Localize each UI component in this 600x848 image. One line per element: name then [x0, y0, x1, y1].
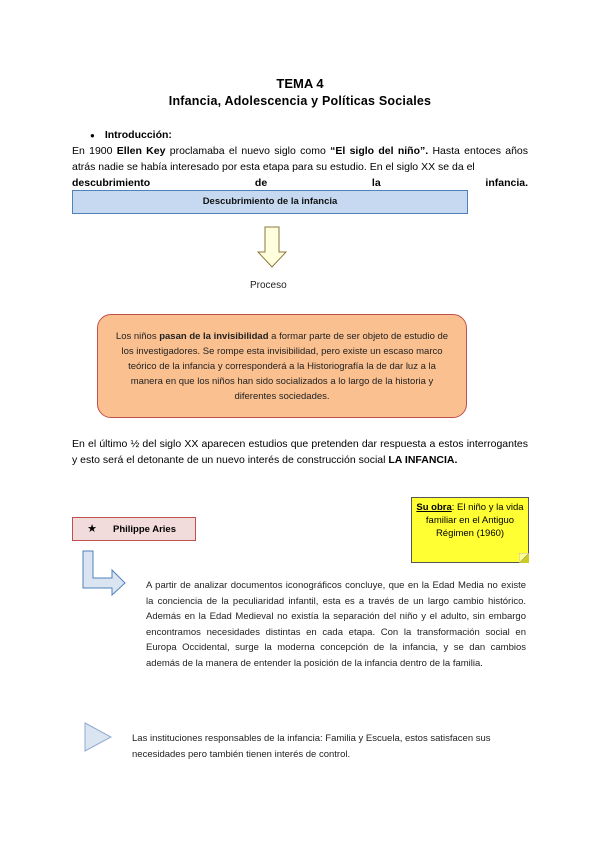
para2-la-infancia: LA INFANCIA. [388, 454, 458, 466]
intro-text-e: Hasta entoces años atrás nadie se había interesado por esta etapa para su estudio. En el siglo XX se da el [72, 145, 529, 173]
page-subtitle: Infancia, Adolescencia y Políticas Sociales [168, 94, 432, 108]
intro-text-a: En 1900 [72, 145, 117, 157]
obra-text: : El niño y la vida familiar en el Antiguo Régimen (1960) [425, 502, 524, 539]
orange-text-bold: pasan de la invisibilidad [159, 331, 269, 342]
obra-label: Su obra [416, 502, 452, 513]
paragraph-estudios [72, 436, 528, 468]
bent-arrow-icon [82, 550, 126, 596]
intro-heading-line [90, 127, 172, 144]
page-title: TEMA 4 [276, 76, 324, 91]
note-fold-icon [519, 553, 529, 563]
philippe-aries-box [72, 517, 196, 541]
orange-text-a: Los niños [115, 331, 160, 342]
down-arrow-icon [257, 226, 287, 268]
aries-description: A partir de analizar documentos iconográficos concluye, que en la Edad Media no existe la conciencia de la peculiaridad infantil, esta es a través de un largo cambio histórico. Además en la Edad Medieval no existía la separación del niño y el adulto, sin embargo encontramos necesidades distintas en cada etapa. Con la transformación social en Europa Occidental, surge la moderna concepción de la infancia, y se dan cambios además de la manera de entender la posición de la infancia dentro de la familia. [146, 580, 526, 669]
intro-text-c: proclamaba el nuevo siglo como [165, 145, 331, 157]
orange-text-c: a formar parte de ser objeto de estudio de los investigadores. Se rompe esta invisibilidad, pero existe un escaso marco teórico de la infancia y corresponderá a la Historiografía la de dar luz a la manera en que los niños han sido socializados a lo largo de la historia y diferentes sociedades. [121, 331, 449, 402]
para2-text: En el último ½ del siglo XX aparecen estudios que pretenden dar respuesta a estos interrogantes y esto será el detonante de un nuevo interés de construcción social [72, 438, 528, 466]
intro-heading: Introducción: [104, 129, 172, 141]
bullet-icon: ● [90, 131, 95, 140]
intro-descubrimiento: descubrimiento de la infancia. [72, 177, 528, 189]
star-icon: ★ [87, 523, 97, 535]
chevron-right-icon [84, 722, 112, 752]
obra-note [411, 497, 529, 563]
philippe-aries-name: Philippe Aries [113, 524, 176, 535]
intro-paragraph [72, 143, 528, 175]
invisibilidad-box [97, 314, 467, 418]
descubrimiento-box: Descubrimiento de la infancia [72, 190, 468, 214]
process-label: Proceso [250, 280, 287, 291]
intro-siglo-nino: “El siglo del niño”. [330, 145, 429, 157]
intro-ellen-key: Ellen Key [116, 145, 166, 157]
institutions-text: Las instituciones responsables de la infancia: Familia y Escuela, estos satisfacen sus necesidades pero también tienen interés de control. [132, 733, 491, 760]
